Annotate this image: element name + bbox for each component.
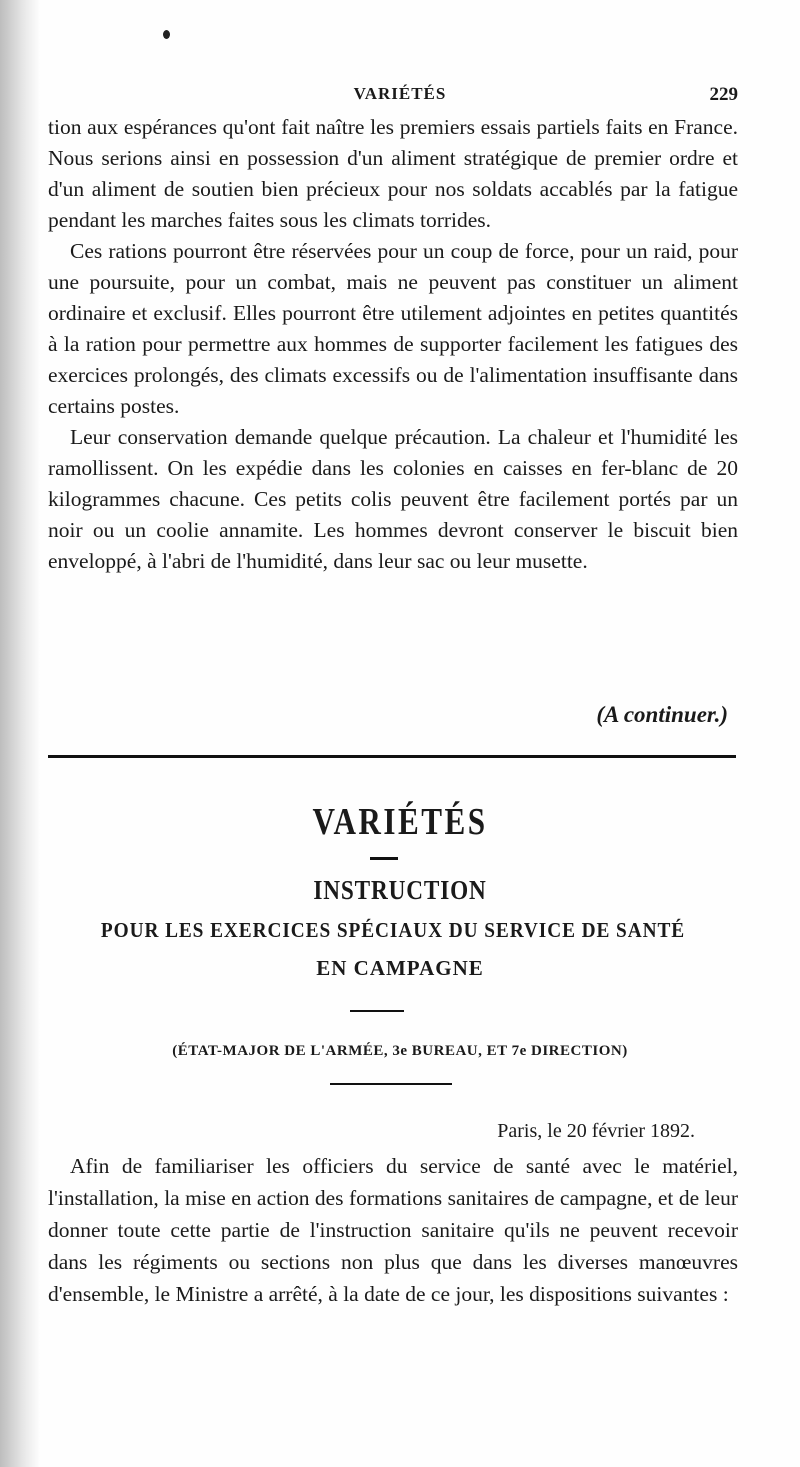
page-gutter-shadow: [0, 0, 40, 1467]
instruction-title: INSTRUCTION: [313, 875, 487, 905]
short-rule: [330, 1083, 452, 1085]
running-title: VARIÉTÉS: [353, 84, 447, 103]
short-rule: [370, 857, 398, 860]
paragraph: tion aux espérances qu'ont fait naître les premiers essais partiels faits en France. Nous serions ainsi en possession d'un aliment stratégique de premier ordre et d'un aliment de soutien bien précieux pour nos soldats accablés par la fatigue pendant les marches faites sous les climats torrides.: [48, 115, 738, 232]
continuation-note: (A continuer.): [596, 702, 728, 727]
paragraph: Afin de familiariser les officiers du service de santé avec le matériel, l'installation, la mise en action des formations sanitaires de campagne, et de leur donner toute cette partie de l'instruction sanitaire qu'ils ne peuvent recevoir dans les régiments ou sections non plus que dans les diverses manœuvres d'ensemble, le Ministre a arrêté, à la date de ce jour, les dispositions suivantes :: [48, 1154, 738, 1306]
organization-line: (ÉTAT-MAJOR DE L'ARMÉE, 3e BUREAU, ET 7e DIRECTION): [172, 1043, 628, 1059]
body-text-top: [48, 112, 738, 577]
running-head: [0, 84, 800, 112]
short-rule: [350, 1010, 404, 1012]
paragraph: Leur conservation demande quelque précaution. La chaleur et l'humidité les ramollissent. On les expédie dans les colonies en caisses en fer-blanc de 20 kilogrammes chacune. Ces petits colis peuvent être facilement portés par un noir ou un coolie annamite. Les hommes devront conserver le biscuit bien enveloppé, à l'abri de l'humidité, dans leur sac ou leur musette.: [48, 425, 738, 573]
paragraph: Ces rations pourront être réservées pour un coup de force, pour un raid, pour une poursuite, pour un combat, mais ne peuvent pas constituer un aliment ordinaire et exclusif. Elles pourront être utilement adjointes en petites quantités à la ration pour permettre aux hommes de supporter facilement les fatigues des exercices prolongés, des climats excessifs ou de l'alimentation insuffisante dans certains postes.: [48, 239, 738, 418]
page-number: 229: [709, 84, 738, 105]
body-text-bottom: [48, 1150, 738, 1310]
ink-dot: [163, 30, 170, 39]
section-title: VARIÉTÉS: [312, 801, 488, 843]
section-divider: [48, 755, 736, 758]
dateline: Paris, le 20 février 1892.: [497, 1120, 695, 1142]
instruction-subtitle: POUR LES EXERCICES SPÉCIAUX DU SERVICE DE SANTÉ: [100, 918, 686, 942]
instruction-subtitle-2: EN CAMPAGNE: [316, 956, 484, 980]
